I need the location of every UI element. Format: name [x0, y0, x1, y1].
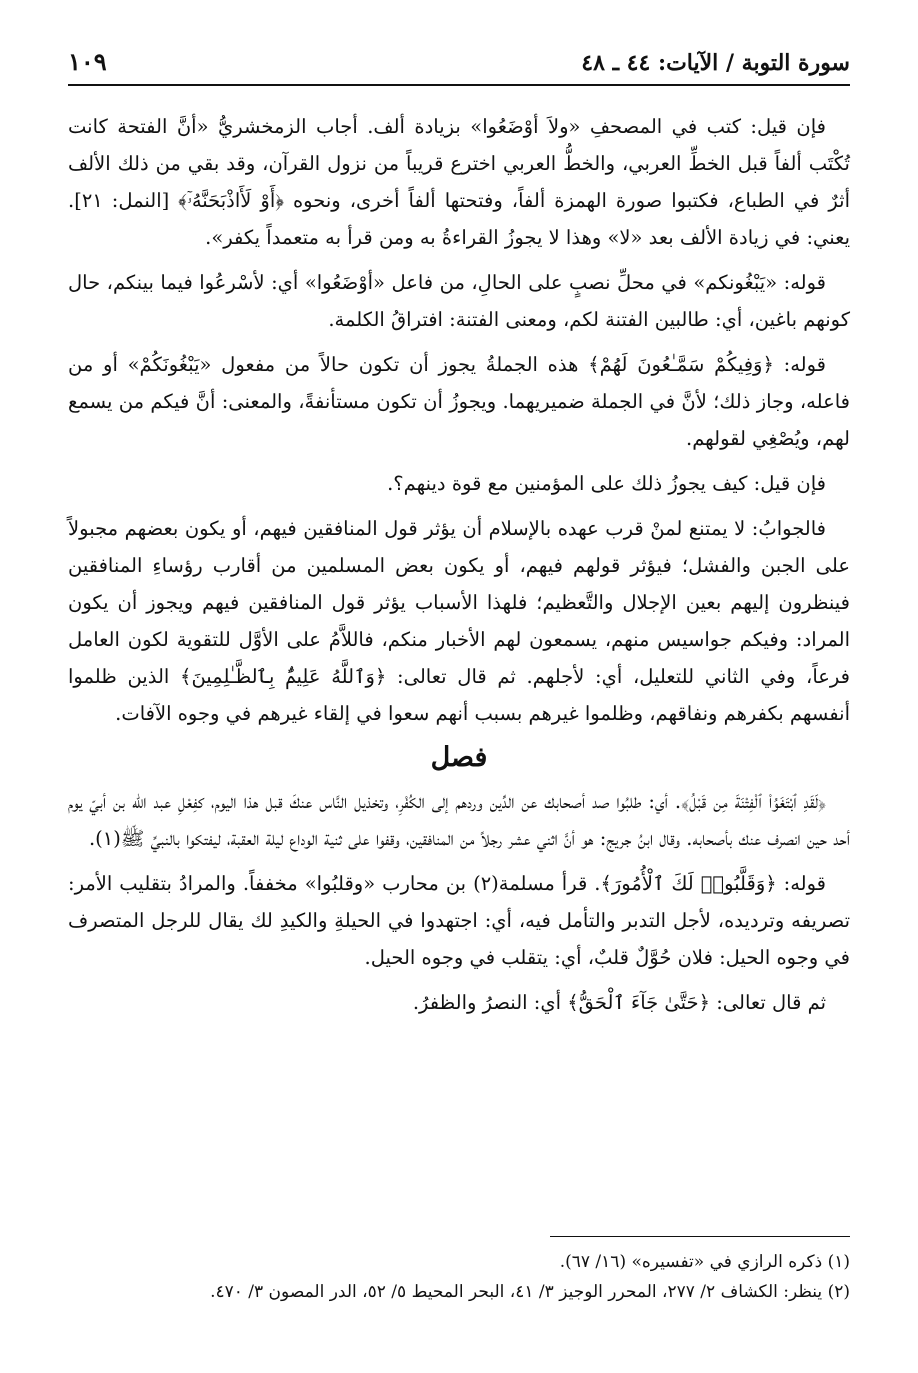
paragraph: قوله: ﴿وَفِيكُمْ سَمَّـٰعُونَ لَهُمْ﴾ هذه الجملةُ يجوز أن تكون حالاً من مفعول «يَبْغُونَكُمْ» أو من فاعله، وجاز ذلك؛ لأنَّ في الجملة ضميريهما. ويجوزُ أن تكون مستأنفةً، والمعنى: أنَّ فيكم من يسمع لهم، ويُصْغِي لقولهم.: [68, 353, 850, 450]
footnotes: [68, 1236, 850, 1307]
paragraph: فإن قيل: كيف يجوزُ ذلك على المؤمنين مع قوة دينهم؟.: [387, 472, 826, 495]
page-body: [68, 108, 850, 1021]
footnote: (١) ذكره الرازي في «تفسيره» (١٦/ ٦٧).: [559, 1252, 850, 1272]
page-number: ١٠٩: [68, 47, 107, 76]
footnote: (٢) ينظر: الكشاف ٢/ ٢٧٧، المحرر الوجيز ٣/ ٤١، البحر المحيط ٥/ ٥٢، الدر المصون ٣/ ٤٧٠.: [210, 1282, 850, 1302]
paragraph: قوله: «يَبْغُونكم» في محلِّ نصبٍ على الحالِ، من فاعل «أوْضَعُوا» أي: لأسْرعُوا فيما بينكم، حال كونهم باغين، أي: طالبين الفتنة لكم، ومعنى الفتنة: افتراقُ الكلمة.: [68, 271, 850, 331]
paragraph: ثم قال تعالى: ﴿حَتَّىٰ جَآءَ ٱلْحَقُّ﴾ أي: النصرُ والظفرُ.: [412, 991, 826, 1014]
paragraph: ﴿لَقَدِ ٱبْتَغَوُا۟ ٱلْفِتْنَةَ مِن قَبْلُ﴾. أي: طلبُوا صد أصحابك عن الدِّين وردهم إلى الكُفْرِ، وتخذيل النَّاس عنكَ قبل هذا اليوم، كفِعْلِ عبد الله بن أبيّ يوم أحد حين انصرف عنك بأصحابه. وقال ابنُ جريج: هو أنَّ اثني عشر رجلاً من المنافقين، وقفوا على ثنية الوداع ليلة العقبة، ليفتكوا بالنبيِّ ﷺ(١).: [68, 790, 850, 850]
paragraph: فالجوابُ: لا يمتنع لمنْ قرب عهده بالإسلام أن يؤثر قول المنافقين فيهم، أو يكون بعضهم مجبولاً على الجبن والفشل؛ فيؤثر قولهم فيهم، أو يكون بعض المسلمين من أقارب رؤساءِ المنافقين فينظرون إليهم بعين الإجلال والتَّعظيم؛ فلهذا الأسباب يؤثر قول المنافقين فيهم ويجوز أن يكون المراد: وفيكم جواسيس منهم، يسمعون لهم الأخبار منكم، فاللاَّمُ على الأوَّل للتقوية لكون العامل فرعاً، وفي الثاني للتعليل، أي: لأجلهم. ثم قال تعالى: ﴿وَٱللَّهُ عَلِيمٌۢ بِٱلظَّـٰلِمِينَ﴾ الذين ظلموا أنفسهم بكفرهم ونفاقهم، وظلموا غيرهم بسبب أنهم سعوا في إلقاء غيرهم في وجوه الآفات.: [68, 517, 850, 725]
paragraph: قوله: ﴿وَقَلَّبُوا۟ لَكَ ٱلْأُمُورَ﴾. قرأ مسلمة(٢) بن محارب «وقلبُوا» مخففاً. والمرادُ بتقليب الأمر: تصريفه وترديده، لأجل التدبر والتأمل فيه، أي: اجتهدوا في الحيلةِ والكيدِ لك يقال للرجل المتصرف في وجوه الحيل: فلان حُوَّلٌ قلبٌ، أي: يتقلب في وجوه الحيل.: [68, 872, 850, 969]
footnote-divider: [550, 1236, 850, 1237]
section-heading: فصل: [430, 742, 488, 773]
surah-title: سورة التوبة / الآيات: ٤٤ ـ ٤٨: [581, 50, 850, 76]
running-header: [68, 40, 850, 86]
paragraph: فإن قيل: كتب في المصحفِ «ولاَ أوْضَعُوا» بزيادة ألف. أجاب الزمخشريُّ «أنَّ الفتحة كانت تُكْتَب ألفاً قبل الخطِّ العربي، والخطُّ العربي اخترع قريباً من نزول القرآن، وقد بقي من ذلك الألف أثرٌ في الطباع، فكتبوا صورة الهمزة ألفاً، وفتحتها ألفاً أخرى، ونحوه ﴿أَوْ لَأَاذْبَحَنَّهُۥٓ﴾ [النمل: ٢١]. يعني: في زيادة الألف بعد «لا» وهذا لا يجوزُ القراءةُ به ومن قرأ به متعمداً يكفر».: [68, 115, 850, 249]
